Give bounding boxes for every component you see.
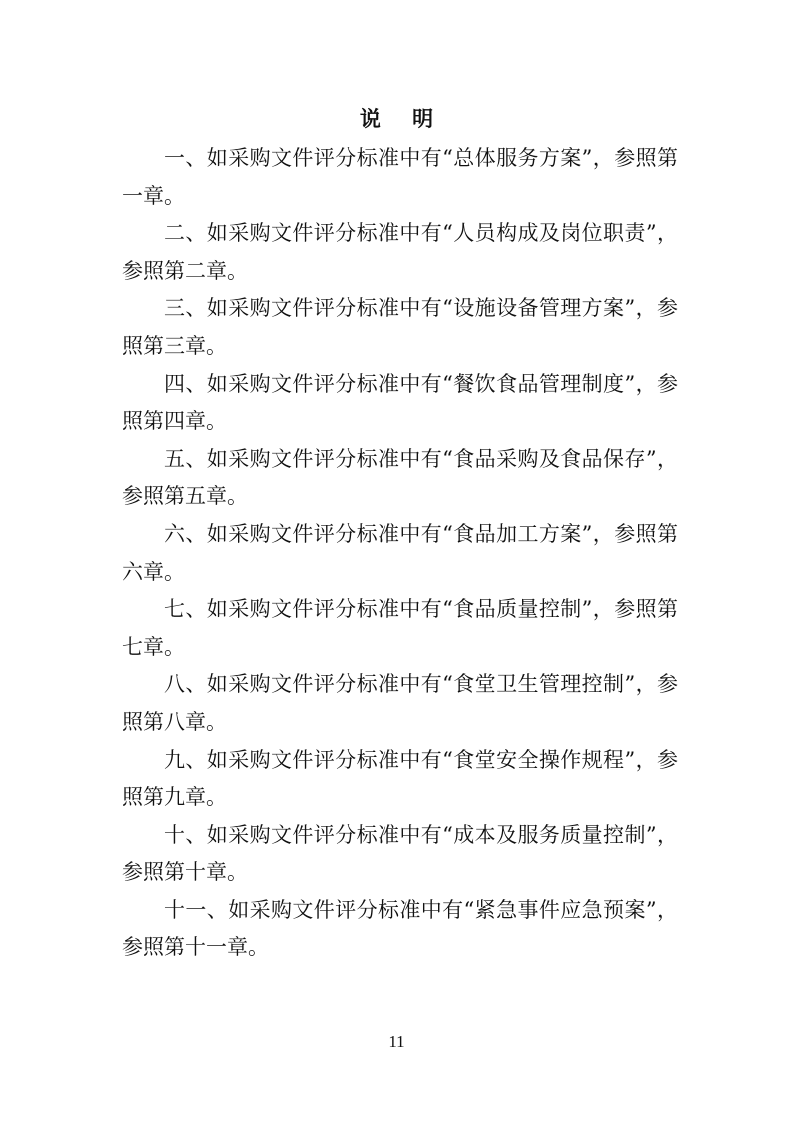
paragraph-9: 九、如采购文件评分标准中有“食堂安全操作规程”，参照第九章。 (122, 747, 678, 810)
paragraph-2: 二、如采购文件评分标准中有“人员构成及岗位职责”，参照第二章。 (122, 221, 678, 283)
paragraph-7: 七、如采购文件评分标准中有“食品质量控制”，参照第七章。 (122, 597, 678, 659)
paragraph-11: 十一、如采购文件评分标准中有“紧急事件应急预案”，参照第十一章。 (122, 897, 678, 960)
paragraph-10: 十、如采购文件评分标准中有“成本及服务质量控制”，参照第十章。 (122, 822, 678, 885)
paragraph-6: 六、如采购文件评分标准中有“食品加工方案”，参照第六章。 (122, 521, 678, 584)
page-number: 11 (388, 1032, 405, 1051)
paragraph-4: 四、如采购文件评分标准中有“餐饮食品管理制度”，参照第四章。 (122, 371, 678, 434)
document-body (122, 140, 678, 967)
paragraph-8: 八、如采购文件评分标准中有“食堂卫生管理控制”，参照第八章。 (122, 672, 678, 734)
paragraph-3: 三、如采购文件评分标准中有“设施设备管理方案”，参照第三章。 (122, 296, 678, 358)
paragraph-1: 一、如采购文件评分标准中有“总体服务方案”，参照第一章。 (122, 146, 678, 208)
paragraph-5: 五、如采购文件评分标准中有“食品采购及食品保存”，参照第五章。 (122, 446, 678, 509)
page-title: 说 明 (359, 106, 446, 131)
